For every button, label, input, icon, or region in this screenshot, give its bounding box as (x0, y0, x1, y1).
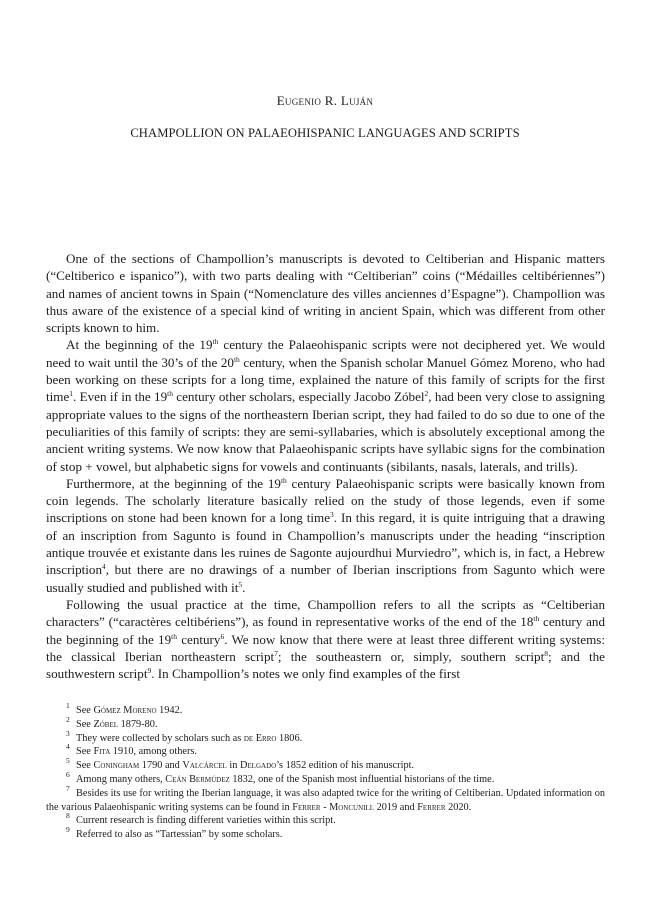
footnote: $^3$ They were collected by scholars such as de Erro 1806. (66, 728, 303, 744)
text-run: century other scholars, especially Jacobo Zóbel (172, 389, 425, 405)
text-run: They were collected by scholars such as (76, 732, 244, 744)
text-run: ; and the southwestern script (46, 648, 605, 682)
footnote-marker: 5 (238, 579, 243, 589)
text-run: ; the southeastern or, simply, southern script (277, 648, 545, 664)
text-run: 1806. (276, 732, 303, 744)
text-run: Current research is finding different varieties within this script. (76, 815, 336, 827)
running-header-author: Eugenio R. Luján (276, 93, 374, 108)
text-run: See (76, 705, 94, 716)
body-paragraph (46, 596, 605, 682)
body-paragraph (46, 336, 605, 474)
text-run: Furthermore, at the beginning of the 19 (66, 475, 281, 491)
text-run: 2020. (445, 801, 472, 813)
footnote-marker: th (280, 475, 287, 485)
text-run: See (76, 718, 94, 730)
footnote-marker: th (533, 614, 540, 624)
footnote-marker: 8 (544, 648, 548, 658)
text-run: century and the beginning of the 19 (46, 614, 605, 647)
footnote: $^4$ See Fita 1910, among others. (66, 742, 197, 758)
footnote-marker: th (167, 389, 173, 399)
text-run: Besides its use for writing the Iberian language, it was also adapted twice for the writing of Celtiberian. Updated information on the various Palaeohispanic writing systems can be found in (46, 787, 605, 813)
text-run: century (177, 631, 221, 647)
article-body (46, 250, 605, 682)
text-run: Referred to also as “Tartessian” by some scholars. (76, 829, 283, 841)
cited-author: Delgado (239, 760, 277, 772)
footnote-marker: th (212, 337, 219, 347)
footnote: $^6$ Among many others, Ceán Bermúdez 1832, one of the Spanish most influential historians of the time. (66, 769, 495, 785)
cited-author: Fita (93, 746, 111, 758)
footnote-marker: th (171, 631, 177, 641)
footnote: $^9$ Referred to also as “Tartessian” by some scholars. (66, 825, 283, 841)
footnote-marker: 6 (220, 631, 225, 641)
cited-author: Ceán Bermúdez (165, 773, 230, 785)
footnote-marker: th (233, 354, 240, 364)
text-run: , but there are no drawings of a number of Iberian inscriptions from Sagunto which were usually studied and published with it (46, 562, 605, 595)
text-run: ’s 1852 edition of his manuscript. (276, 760, 415, 772)
text-run: 1879-80. (118, 718, 158, 730)
text-run: At the beginning of the 19 (66, 337, 213, 353)
cited-author: Valcárcel (182, 760, 227, 772)
footnote-marker: 7 (274, 648, 278, 658)
text-run: One of the sections of Champollion’s manuscripts is devoted to Celtiberian and Hispanic matters (“Celtiberico e ispanico”), with two parts dealing with “Celtiberian” coins (“Médailles celtibériennes”) and names of ancient towns in Spain (“Nomenclature des villes anciennes d’Espagne”). Champollion was thus aware of the existence of a special kind of writing in ancient Spain, which was different from other scripts known to him. (46, 251, 605, 336)
text-run: 1790 and (139, 760, 183, 772)
text-run: . (242, 579, 246, 595)
cited-author: Coningham (93, 760, 140, 772)
text-run: century, when the Spanish scholar Manuel Gómez Moreno, who had been working on these scripts for a long time, explained the nature of this family of scripts for the first time (46, 354, 605, 405)
text-run: . We now know that there were at least three different writing systems: the classical Iberian northeastern script (46, 631, 605, 664)
footnote-marker: 3 (330, 510, 334, 520)
text-run: 1910, among others. (110, 746, 197, 758)
text-run: Following the usual practice at the time, Champollion refers to all the scripts as “Celtiberian characters” (“caractères celtibériens”), as found in representative works of the end of the 18 (46, 596, 605, 630)
text-run: See (76, 746, 94, 758)
cited-author: Ferrer - Moncunill (292, 801, 375, 813)
text-run: century Palaeohispanic scripts were basically known from coin legends. The scholarly literature basically relied on the study of those legends, even if some inscriptions on stone had been known for a long time (46, 475, 605, 526)
text-run: See (76, 760, 94, 772)
footnote: $^7$ Besides its use for writing the Iberian language, it was also adapted twice for the writing of Celtiberian. Updated information on the various Palaeohispanic writing systems can be found in Ferrer - Moncunill 2019 and Ferrer 2020. (46, 783, 605, 813)
text-run: Among many others, (76, 773, 166, 785)
footnote: $^1$ See Gómez Moreno 1942. (66, 701, 183, 716)
cited-author: Zóbel (93, 718, 119, 730)
text-run: . In this regard, it is quite intriguing that a drawing of an inscription from Sagunto is found in Champollion’s manuscripts under the heading “inscription antique trouvée et existante dans les ruines de Sagonte aujourdhui Murviedro”, which is, in fact, a Hebrew inscription (46, 510, 605, 578)
footnote-marker: 2 (424, 389, 429, 399)
text-run: 2019 and (374, 801, 418, 813)
body-paragraph (46, 250, 605, 336)
cited-author: Gómez Moreno (93, 705, 157, 716)
cited-author: de Erro (243, 732, 277, 744)
text-run: in (226, 760, 240, 772)
text-run: 1942. (156, 705, 183, 716)
footnote-marker: 1 (69, 389, 74, 399)
body-paragraph (46, 475, 605, 596)
footnotes (46, 701, 605, 842)
footnote: $^5$ See Coningham 1790 and Valcárcel in Delgado’s 1852 edition of his manuscript. (66, 756, 415, 772)
footnote: $^8$ Current research is finding different varieties within this script. (66, 811, 336, 827)
text-run: . In Champollion’s notes we only find examples of the first (151, 666, 460, 682)
text-run: . Even if in the 19 (73, 389, 168, 405)
cited-author: Ferrer (417, 801, 446, 813)
footnote-marker: 9 (147, 666, 152, 676)
footnote-marker: 4 (102, 562, 106, 572)
text-run: century the Palaeohispanic scripts were not deciphered yet. We would need to wait until the 30’s of the 20 (46, 337, 605, 370)
footnote: $^2$ See Zóbel 1879-80. (66, 714, 158, 730)
article-title: CHAMPOLLION ON PALAEOHISPANIC LANGUAGES AND SCRIPTS (130, 126, 520, 140)
text-run: , had been very close to assigning appropriate values to the signs of the northeastern Iberian script, they had failed to do so due to one of the peculiarities of this family of scripts: they are semi-syllabaries, which is absolutely exceptional among the ancient writing systems. We now know that Palaeohispanic scripts have syllabic signs for the combination of stop + vowel, but alphabetic signs for vowels and continuants (sibilants, nasals, laterals, and trills). (46, 389, 605, 474)
text-run: 1832, one of the Spanish most influential historians of the time. (229, 773, 495, 785)
